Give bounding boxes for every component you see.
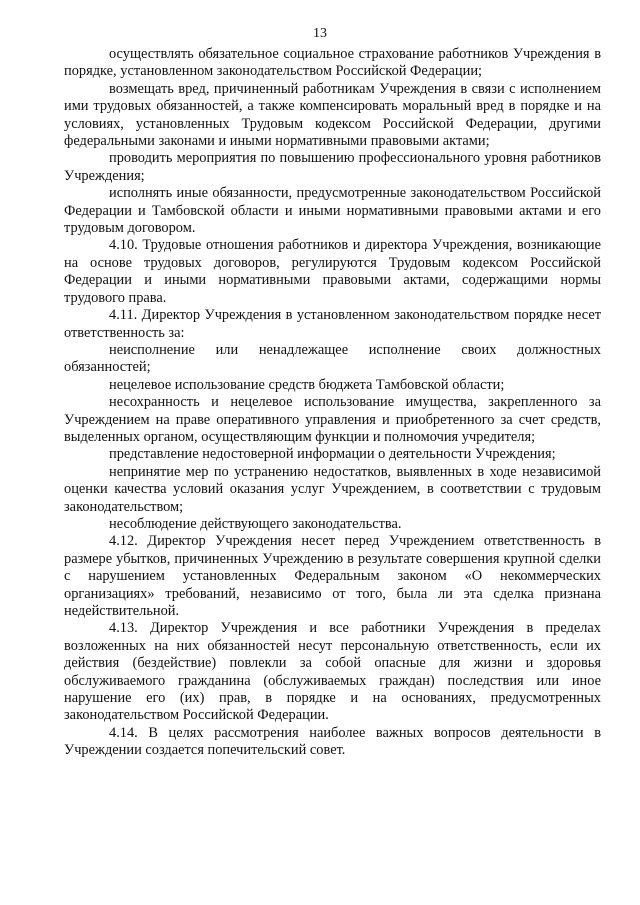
document-body (64, 46, 601, 760)
paragraph-section-4-12: 4.12. Директор Учреждения несет перед Учреждением ответственность в размере убытков, причиненных Учреждению в результате совершения крупной сделки с нарушением установленных Федеральным законом «О некоммерческих организациях» требований, независимо от того, была ли эта сделка признана недействительной. (64, 533, 601, 619)
page-number: 13 (313, 26, 327, 41)
paragraph: исполнять иные обязанности, предусмотренные законодательством Российской Федерации и Тамбовской области и иными нормативными правовыми актами и его трудовым договором. (64, 185, 601, 237)
paragraph: непринятие мер по устранению недостатков, выявленных в ходе независимой оценки качества условий оказания услуг Учреждением, в соответствии с трудовым законодательством; (64, 463, 601, 515)
paragraph-section-4-11: 4.11. Директор Учреждения в установленном законодательством порядке несет ответственность за: (64, 307, 601, 341)
paragraph: несохранность и нецелевое использование имущества, закрепленного за Учреждением на праве оперативного управления и приобретенного за счет средств, выделенных органом, осуществляющим функции и полномочия учредителя; (64, 394, 601, 445)
paragraph: осуществлять обязательное социальное страхование работников Учреждения в порядке, установленном законодательством Российской Федерации; (64, 46, 601, 80)
paragraph: нецелевое использование средств бюджета Тамбовской области; (109, 376, 505, 393)
paragraph: проводить мероприятия по повышению профессионального уровня работников Учреждения; (64, 150, 601, 184)
paragraph-section-4-13: 4.13. Директор Учреждения и все работники Учреждения в пределах возложенных на них обязанностей несут персональную ответственность, если их действия (бездействие) повлекли за собой опасные для жизни и здоровья обслуживаемого гражданина (обслуживаемых граждан) последствия или иное нарушение его (их) прав, в порядке и на основаниях, предусмотренных законодательством Российской Федерации. (64, 620, 601, 724)
paragraph: представление недостоверной информации о деятельности Учреждения; (109, 446, 556, 463)
paragraph-section-4-10: 4.10. Трудовые отношения работников и директора Учреждения, возникающие на основе трудовых договоров, регулируются Трудовым кодексом Российской Федерации и иными нормативными правовыми актами, содержащими нормы трудового права. (64, 237, 601, 306)
paragraph: неисполнение или ненадлежащее исполнение своих должностных обязанностей; (64, 341, 601, 376)
paragraph-section-4-14: 4.14. В целях рассмотрения наиболее важных вопросов деятельности в Учреждении создается попечительский совет. (64, 724, 601, 759)
paragraph: возмещать вред, причиненный работникам Учреждения в связи с исполнением ими трудовых обязанностей, а также компенсировать моральный вред в порядке и на условиях, установленных Трудовым кодексом Российской Федерации, другими федеральными законами и иными нормативными правовыми актами; (64, 80, 601, 150)
paragraph: несоблюдение действующего законодательства. (109, 515, 402, 532)
